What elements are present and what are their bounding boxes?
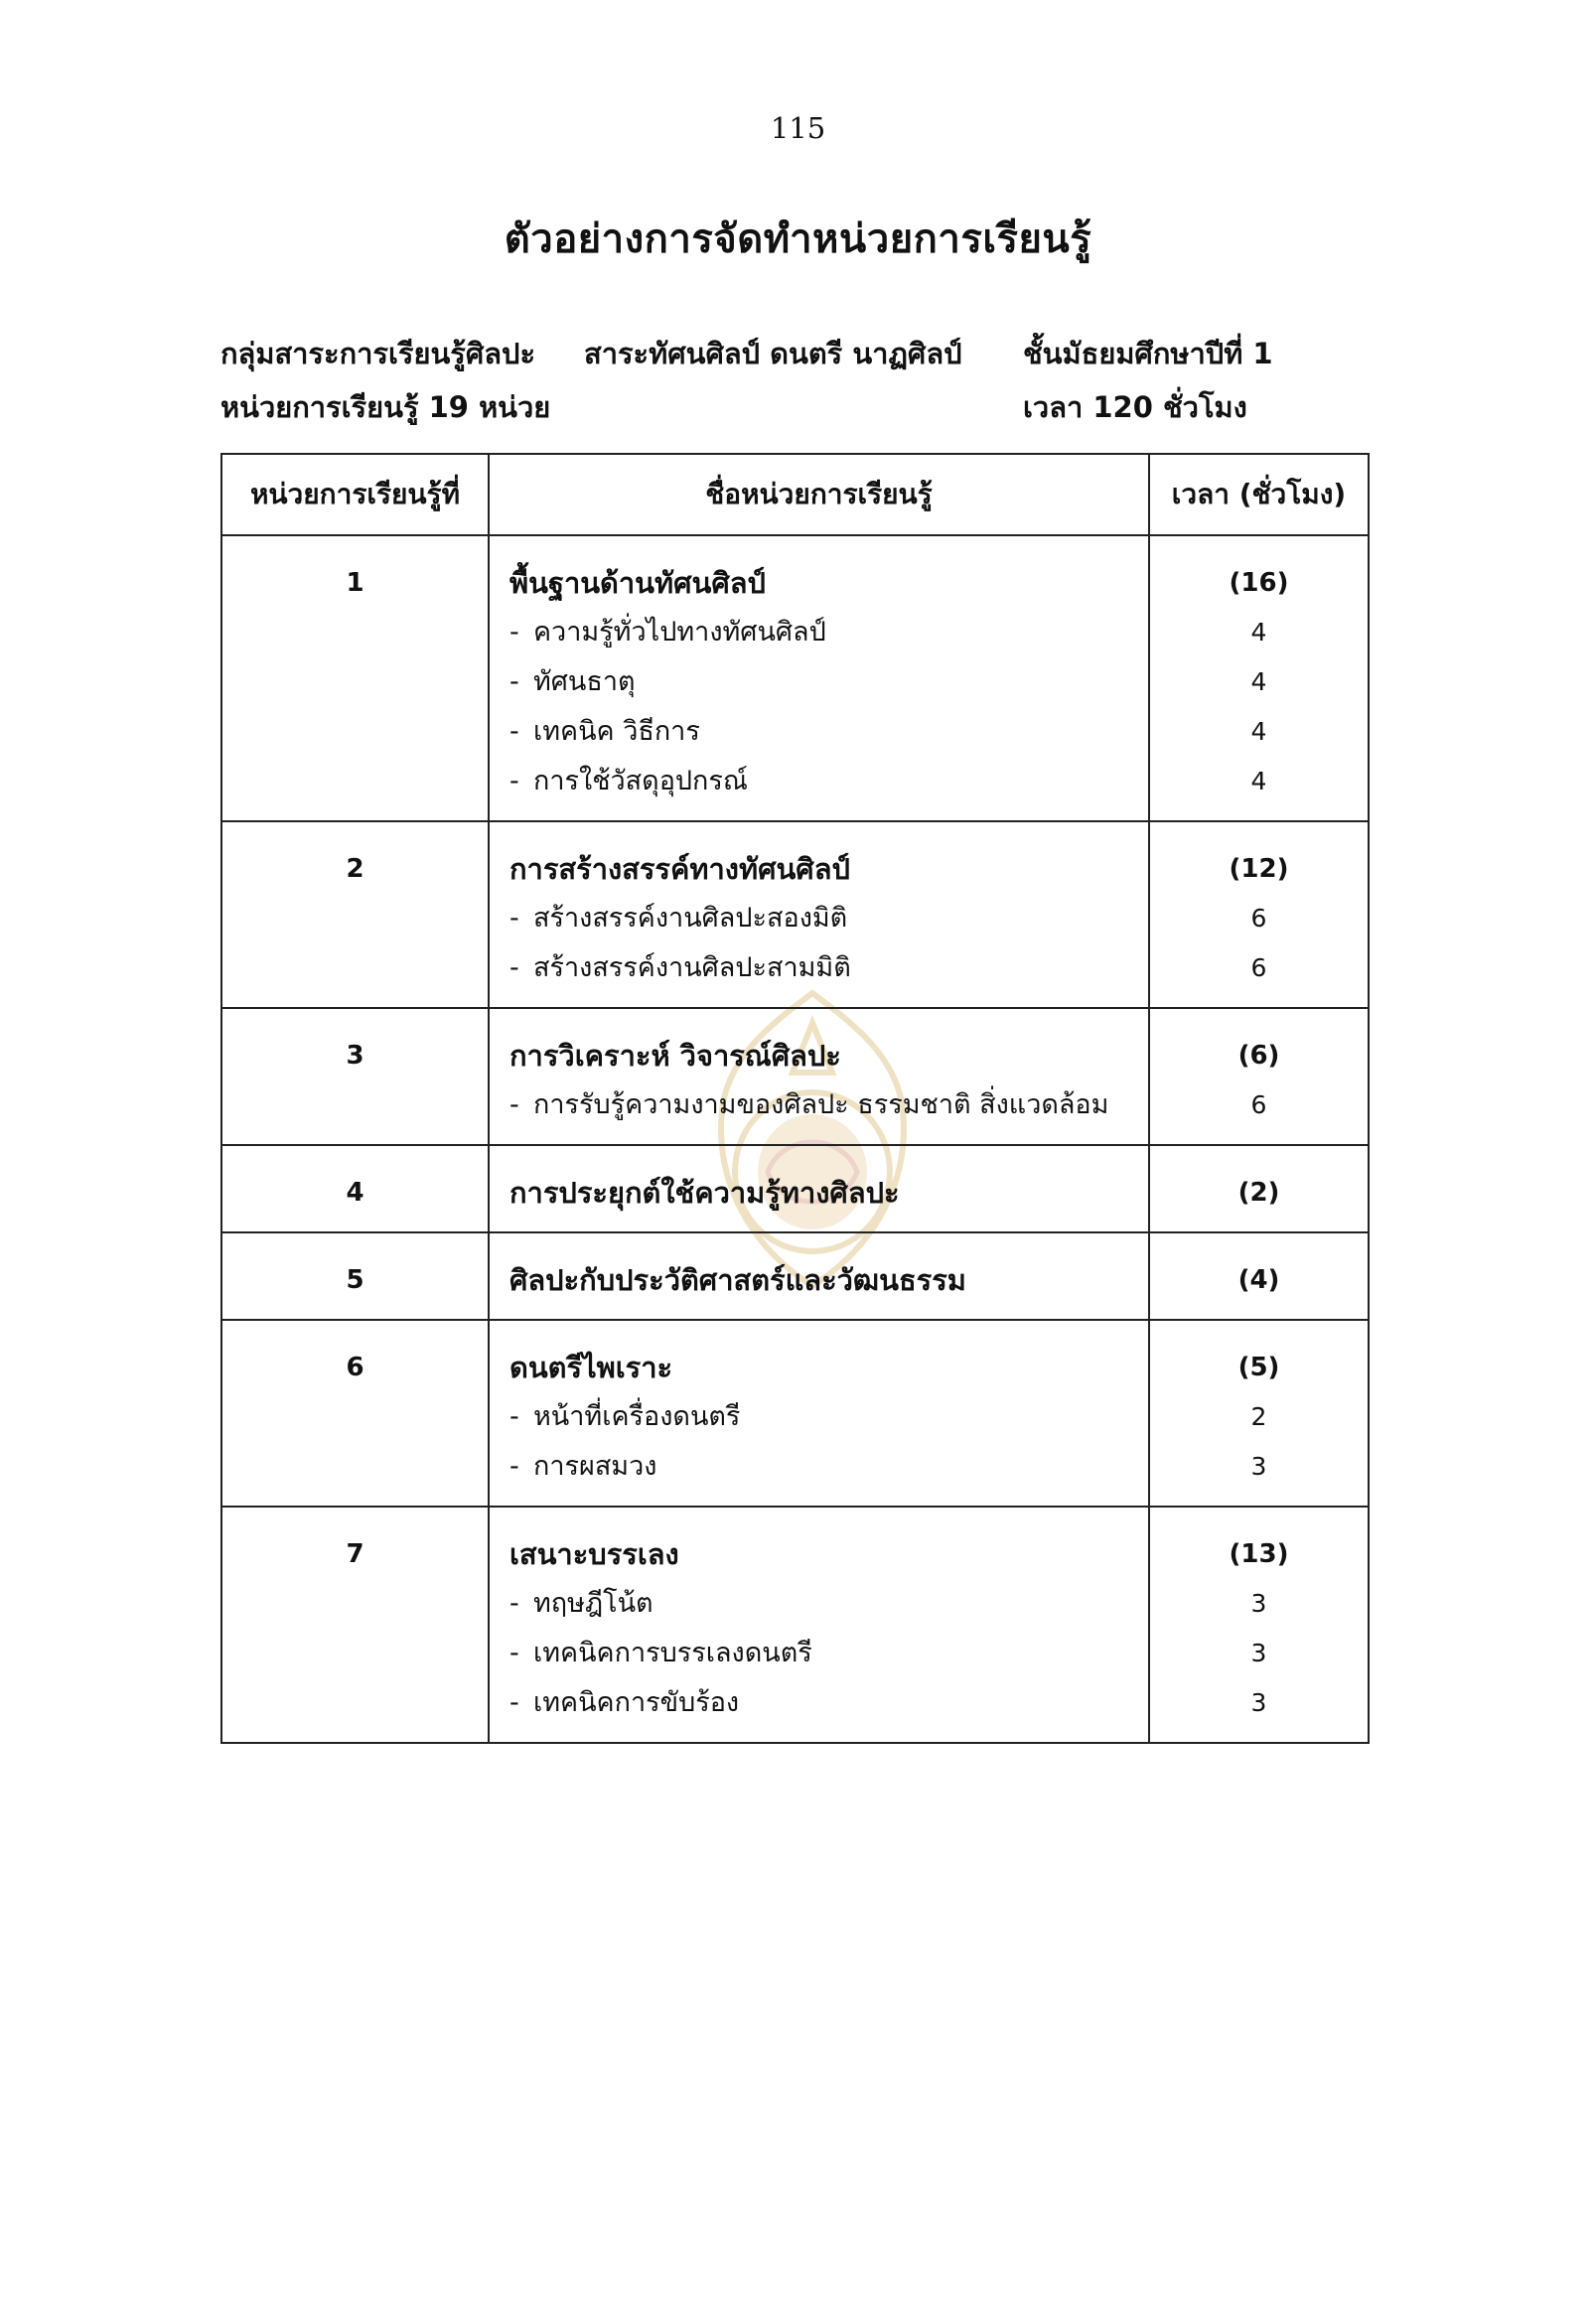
topic-item	[509, 1442, 1148, 1492]
unit-total-hours: (12)	[1229, 854, 1289, 884]
unit-name: เสนาะบรรเลง	[509, 1537, 679, 1571]
topic-hours: 2	[1250, 1402, 1267, 1431]
topic-bullet: -	[509, 716, 519, 747]
topic-hours: 3	[1250, 1639, 1267, 1667]
unit-count-label: หน่วยการเรียนรู้ 19 หน่วย	[220, 390, 551, 424]
unit-name-cell	[489, 1507, 1149, 1743]
unit-name-cell	[489, 821, 1149, 1008]
unit-total-hours: (13)	[1229, 1539, 1289, 1569]
topic-bullet: -	[509, 1687, 519, 1718]
topic-bullet: -	[509, 666, 519, 697]
unit-hours-cell	[1149, 1320, 1369, 1507]
topic-label: ทัศนธาตุ	[533, 666, 636, 697]
unit-name: การประยุกต์ใช้ความรู้ทางศิลปะ	[509, 1176, 900, 1210]
unit-name-cell	[489, 1320, 1149, 1507]
topic-label: หน้าที่เครื่องดนตรี	[533, 1401, 741, 1432]
topic-hours: 3	[1250, 1452, 1267, 1481]
unit-total-hours: (5)	[1237, 1353, 1280, 1382]
learning-area-label: กลุ่มสาระการเรียนรู้ศิลปะ	[220, 337, 536, 370]
unit-name-cell	[489, 1145, 1149, 1232]
header-unit-name: ชื่อหน่วยการเรียนรู้	[489, 454, 1149, 535]
table-row	[221, 1008, 1369, 1145]
grade-label: ชั้นมัธยมศึกษาปีที่ 1	[1023, 337, 1273, 370]
unit-total-hours: (6)	[1237, 1041, 1280, 1071]
topic-bullet: -	[509, 617, 519, 648]
unit-number: 1	[221, 535, 489, 821]
unit-hours-cell	[1149, 1008, 1369, 1145]
topic-hours: 3	[1250, 1589, 1267, 1618]
unit-name-cell	[489, 1232, 1149, 1320]
unit-name-cell	[489, 1008, 1149, 1145]
header-unit-number: หน่วยการเรียนรู้ที่	[221, 454, 489, 535]
header-hours: เวลา (ชั่วโมง)	[1149, 454, 1369, 535]
unit-number: 2	[221, 821, 489, 1008]
unit-name: ศิลปะกับประวัติศาสตร์และวัฒนธรรม	[509, 1263, 966, 1297]
table-body	[221, 535, 1369, 1743]
topic-bullet: -	[509, 1451, 519, 1482]
topic-bullet: -	[509, 1638, 519, 1668]
topic-bullet: -	[509, 1588, 519, 1619]
topic-item	[509, 1579, 1148, 1629]
topic-hours: 6	[1250, 953, 1267, 982]
document-title: ตัวอย่างการจัดทำหน่วยการเรียนรู้	[504, 216, 1092, 262]
unit-number: 7	[221, 1507, 489, 1743]
table-row	[221, 1145, 1369, 1232]
unit-total-hours: (2)	[1237, 1178, 1280, 1208]
topic-hours: 4	[1250, 717, 1267, 746]
table-row	[221, 1232, 1369, 1320]
topic-bullet: -	[509, 1401, 519, 1432]
page-number: 115	[770, 111, 826, 145]
subject-label: สาระทัศนศิลป์ ดนตรี นาฏศิลป์	[584, 337, 962, 370]
topic-label: การรับรู้ความงามของศิลปะ ธรรมชาติ สิ่งแวดล้อม	[533, 1089, 1109, 1120]
topic-hours: 4	[1250, 667, 1267, 696]
unit-number: 3	[221, 1008, 489, 1145]
topic-label: ความรู้ทั่วไปทางทัศนศิลป์	[533, 617, 826, 648]
topic-label: ทฤษฎีโน้ต	[533, 1588, 653, 1619]
topic-bullet: -	[509, 952, 519, 983]
topic-hours: 6	[1250, 904, 1267, 933]
topic-label: เทคนิคการบรรเลงดนตรี	[533, 1638, 812, 1668]
topic-hours: 4	[1250, 618, 1267, 647]
topic-item	[509, 608, 1148, 657]
topic-item	[509, 1392, 1148, 1442]
topic-item	[509, 1678, 1148, 1728]
total-time-label: เวลา 120 ชั่วโมง	[1023, 390, 1247, 424]
learning-units-table	[220, 453, 1370, 1744]
topic-item	[509, 707, 1148, 757]
topic-label: การใช้วัสดุอุปกรณ์	[533, 766, 748, 796]
topic-item	[509, 1629, 1148, 1678]
table-row	[221, 821, 1369, 1008]
unit-number: 5	[221, 1232, 489, 1320]
unit-hours-cell	[1149, 535, 1369, 821]
unit-hours-cell	[1149, 1507, 1369, 1743]
unit-hours-cell	[1149, 821, 1369, 1008]
topic-hours: 3	[1250, 1688, 1267, 1717]
unit-total-hours: (16)	[1229, 568, 1289, 598]
unit-number: 6	[221, 1320, 489, 1507]
topic-item	[509, 757, 1148, 806]
topic-hours: 4	[1250, 767, 1267, 795]
unit-name: การสร้างสรรค์ทางทัศนศิลป์	[509, 852, 850, 886]
topic-item	[509, 657, 1148, 707]
unit-hours-cell	[1149, 1232, 1369, 1320]
table-header-row	[221, 454, 1369, 535]
unit-name: การวิเคราะห์ วิจารณ์ศิลปะ	[509, 1039, 841, 1073]
table-row	[221, 1507, 1369, 1743]
topic-label: เทคนิคการขับร้อง	[533, 1687, 740, 1718]
unit-name-cell	[489, 535, 1149, 821]
topic-hours: 6	[1250, 1090, 1267, 1119]
unit-hours-cell	[1149, 1145, 1369, 1232]
topic-label: สร้างสรรค์งานศิลปะสามมิติ	[533, 952, 851, 983]
topic-label: การผสมวง	[533, 1451, 657, 1482]
topic-label: เทคนิค วิธีการ	[533, 716, 700, 747]
unit-name: พื้นฐานด้านทัศนศิลป์	[509, 566, 766, 600]
topic-label: สร้างสรรค์งานศิลปะสองมิติ	[533, 903, 848, 934]
unit-name: ดนตรีไพเราะ	[509, 1351, 673, 1384]
topic-item	[509, 1080, 1148, 1130]
topic-bullet: -	[509, 766, 519, 796]
topic-bullet: -	[509, 903, 519, 934]
topic-item	[509, 943, 1148, 993]
topic-item	[509, 894, 1148, 943]
unit-number: 4	[221, 1145, 489, 1232]
topic-bullet: -	[509, 1089, 519, 1120]
table-row	[221, 535, 1369, 821]
unit-total-hours: (4)	[1237, 1265, 1280, 1295]
table-row	[221, 1320, 1369, 1507]
